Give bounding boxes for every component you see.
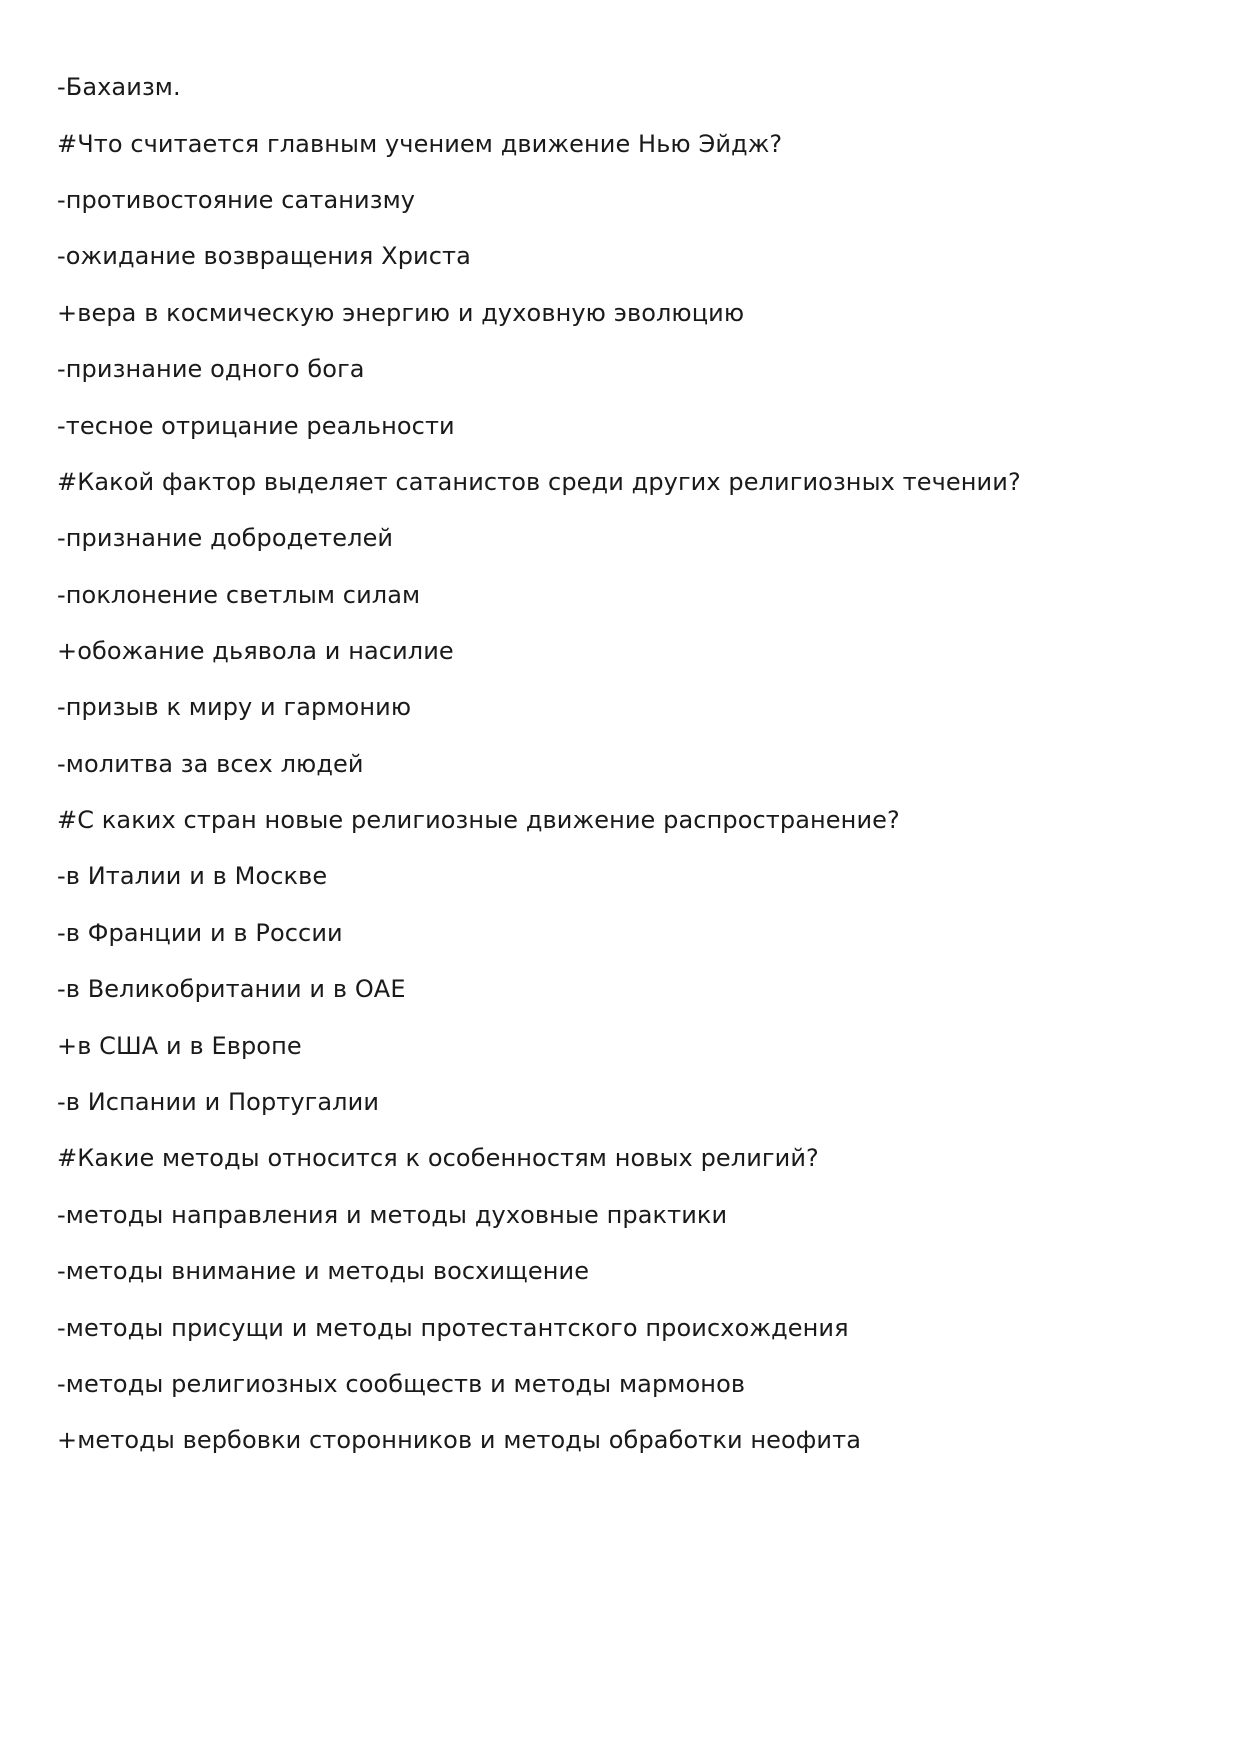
- correct-answer: +в США и в Европе: [57, 1032, 302, 1060]
- answer-option: -признание добродетелей: [57, 524, 394, 552]
- answer-option: -в Великобритании и в ОАЕ: [57, 975, 406, 1003]
- answer-option: -методы присущи и методы протестантского происхождения: [57, 1314, 849, 1342]
- correct-answer: +обожание дьявола и насилие: [57, 637, 454, 665]
- question: #Какие методы относится к особенностям новых религий?: [57, 1144, 819, 1172]
- answer-option: -молитва за всех людей: [57, 750, 364, 778]
- question: #Что считается главным учением движение Нью Эйдж?: [57, 130, 783, 158]
- answer-option: -признание одного бога: [57, 355, 365, 383]
- answer-option: -Бахаизм.: [57, 73, 181, 101]
- answer-option: -призыв к миру и гармонию: [57, 693, 412, 721]
- answer-option: -в Италии и в Москве: [57, 862, 328, 890]
- answer-option: -тесное отрицание реальности: [57, 412, 455, 440]
- correct-answer: +вера в космическую энергию и духовную эволюцию: [57, 299, 745, 327]
- answer-option: -методы внимание и методы восхищение: [57, 1257, 590, 1285]
- answer-option: -ожидание возвращения Христа: [57, 242, 471, 270]
- question: #С каких стран новые религиозные движение распространение?: [57, 806, 900, 834]
- answer-option: -в Испании и Португалии: [57, 1088, 380, 1116]
- correct-answer: +методы вербовки сторонников и методы обработки неофита: [57, 1426, 862, 1454]
- answer-option: -противостояние сатанизму: [57, 186, 416, 214]
- answer-option: -поклонение светлым силам: [57, 581, 421, 609]
- answer-option: -в Франции и в России: [57, 919, 343, 947]
- answer-option: -методы религиозных сообществ и методы мармонов: [57, 1370, 746, 1398]
- question: #Какой фактор выделяет сатанистов среди других религиозных течении?: [57, 468, 1021, 496]
- answer-option: -методы направления и методы духовные практики: [57, 1201, 728, 1229]
